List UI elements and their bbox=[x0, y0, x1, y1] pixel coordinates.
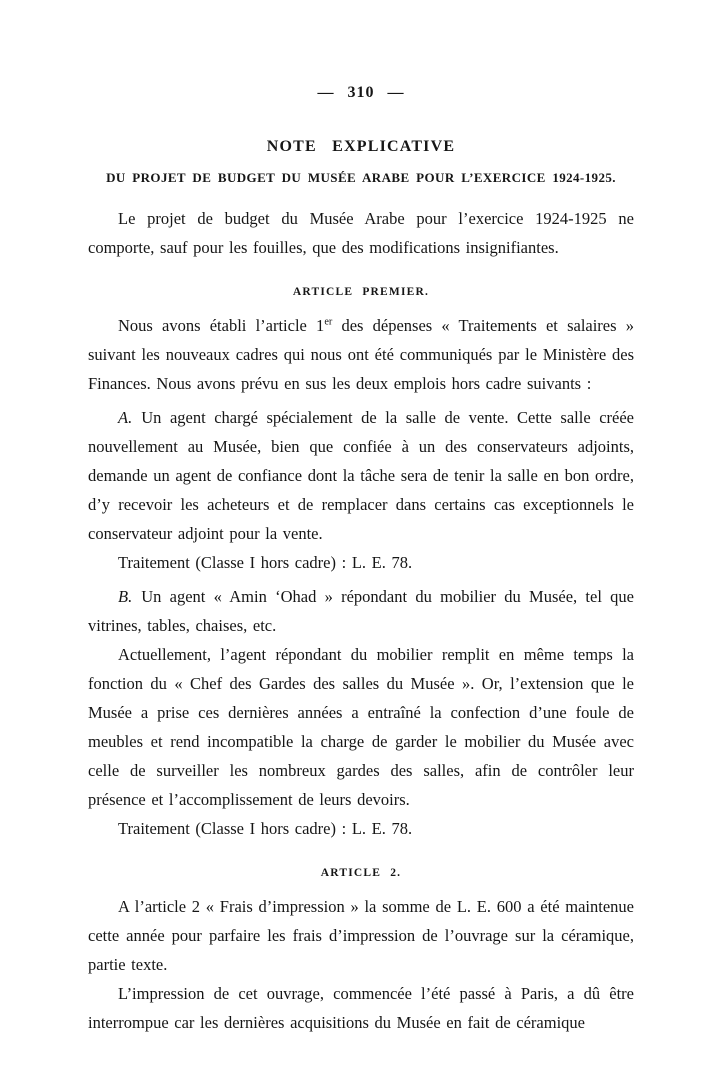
ordinal-superscript: er bbox=[324, 316, 333, 328]
article-2-heading: ARTICLE 2. bbox=[320, 867, 402, 879]
article-1-opening-post: des dépenses « Traitements et salaires » suivant les nouveaux cadres qui nous ont été communiqués par le Ministère des Finances. Nous avons prévu en sus les deux emplois hors cadre suivants : bbox=[88, 316, 634, 393]
article-2-paragraph-1: A l’article 2 « Frais d’impression » la somme de L. E. 600 a été maintenue cette année pour parfaire les frais d’impression de l’ouvrage sur la céramique, partie texte. bbox=[88, 897, 634, 974]
item-b-paragraph bbox=[88, 582, 634, 640]
item-b-text: Un agent « Amin ‘Ohad » répondant du mobilier du Musée, tel que vitrines, tables, chaises, etc. bbox=[88, 587, 634, 635]
page-title: NOTE EXPLICATIVE bbox=[266, 138, 456, 155]
item-b-label: B. bbox=[118, 587, 133, 606]
item-a-paragraph bbox=[88, 403, 634, 548]
page-number: — 310 — bbox=[317, 84, 405, 101]
article-1-heading: ARTICLE PREMIER. bbox=[292, 286, 430, 298]
item-a-text: Un agent chargé spécialement de la salle de vente. Cette salle créée nouvellement au Musée, bien que confiée à un des conservateurs adjoints, demande un agent de confiance dont la tâche sera de tenir la salle en bon ordre, d’y recevoir les acheteurs et de remplacer dans certains cas exceptionnels le conservateur adjoint pour la vente. bbox=[88, 408, 634, 543]
page-subtitle: DU PROJET DE BUDGET DU MUSÉE ARABE POUR L’EXERCICE 1924-1925. bbox=[106, 170, 616, 185]
current-situation-paragraph: Actuellement, l’agent répondant du mobilier remplit en même temps la fonction du « Chef des Gardes des salles du Musée ». Or, l’extension que le Musée a prise ces dernières années a entraîné la confection d’une foule de meubles et rend incompatible la charge de garder le mobilier du Musée avec celle de surveiller les nombreux gardes des salles, afin de contrôler leur présence et l’accomplissement de leurs devoirs. bbox=[88, 645, 634, 809]
article-1-opening-paragraph bbox=[88, 311, 634, 398]
article-1-opening-pre: Nous avons établi l’article 1 bbox=[118, 316, 325, 335]
traitement-line-a: Traitement (Classe I hors cadre) : L. E. 78. bbox=[118, 553, 413, 572]
traitement-line-b: Traitement (Classe I hors cadre) : L. E. 78. bbox=[118, 819, 413, 838]
intro-paragraph: Le projet de budget du Musée Arabe pour l’exercice 1924-1925 ne comporte, sauf pour les fouilles, que des modifications insignifiantes. bbox=[88, 209, 634, 257]
item-a-label: A. bbox=[118, 408, 133, 427]
article-2-paragraph-2: L’impression de cet ouvrage, commencée l’été passé à Paris, a dû être interrompue car les dernières acquisitions du Musée en fait de céramique bbox=[88, 984, 634, 1032]
